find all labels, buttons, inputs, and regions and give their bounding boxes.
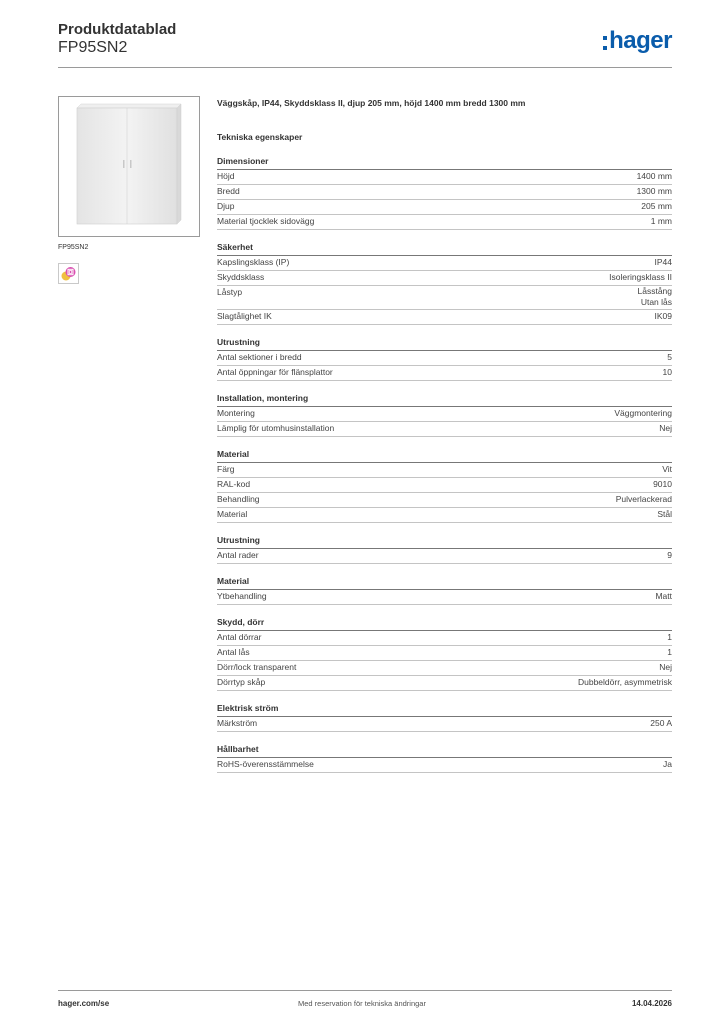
spec-label: Antal rader: [217, 549, 259, 560]
spec-label: Märkström: [217, 717, 258, 728]
spec-label: Slagtålighet IK: [217, 310, 272, 321]
spec-group-title: Material: [217, 447, 672, 463]
spec-label: Skyddsklass: [217, 272, 265, 282]
spec-row: [217, 215, 672, 230]
spec-value: 1300 mm: [636, 186, 672, 196]
spec-group: [217, 533, 672, 564]
spec-value: IK09: [654, 310, 672, 321]
spec-value: [638, 286, 673, 308]
spec-row: [217, 170, 672, 185]
spec-row: [217, 286, 672, 310]
cabinet-icon: [69, 102, 189, 232]
product-code: FP95SN2: [58, 39, 128, 56]
spec-label: Antal dörrar: [217, 631, 262, 642]
footer-website-link[interactable]: hager.com/se: [58, 999, 110, 1008]
spec-label: Antal öppningar för flänsplattor: [217, 366, 333, 377]
hager-logo[interactable]: [603, 26, 672, 56]
spec-group: [217, 240, 672, 325]
spec-row: [217, 717, 672, 732]
spec-group: [217, 154, 672, 230]
spec-row: [217, 661, 672, 676]
spec-value: Väggmontering: [614, 407, 672, 418]
spec-row: [217, 351, 672, 366]
logo-text: hager: [609, 27, 672, 54]
spec-groups: [217, 154, 672, 773]
product-description: Väggskåp, IP44, Skyddsklass II, djup 205 mm, höjd 1400 mm bredd 1300 mm: [217, 98, 526, 108]
spec-group-title: Dimensioner: [217, 154, 672, 170]
spec-value: Vit: [662, 463, 672, 474]
footer-divider: [58, 990, 672, 991]
logo-colon-icon: [603, 36, 607, 50]
spec-value: 9: [667, 549, 672, 560]
spec-row: [217, 366, 672, 381]
spec-value: Nej: [659, 422, 672, 433]
spec-label: RoHS-överensstämmelse: [217, 758, 314, 769]
spec-group-title: Skydd, dörr: [217, 615, 672, 631]
spec-group: [217, 701, 672, 732]
spec-row: [217, 493, 672, 508]
spec-label: Djup: [217, 201, 235, 211]
spec-row: [217, 422, 672, 437]
spec-row: [217, 271, 672, 286]
spec-group-title: Material: [217, 574, 672, 590]
spec-row: [217, 646, 672, 661]
spec-row: [217, 758, 672, 773]
spec-value: 1: [667, 646, 672, 657]
product-image: [58, 96, 200, 237]
spec-row: [217, 463, 672, 478]
spec-value-line: Låsstång: [637, 286, 672, 296]
footer-date: 14.04.2026: [631, 999, 672, 1008]
spec-value: 5: [667, 351, 672, 362]
spec-row: [217, 549, 672, 564]
spec-row: [217, 407, 672, 422]
spec-group-title: Elektrisk ström: [217, 701, 672, 717]
spec-value: Matt: [655, 590, 672, 601]
spec-group: [217, 615, 672, 691]
spec-group: [217, 742, 672, 773]
spec-value: 205 mm: [641, 201, 672, 211]
spec-value: 250 A: [650, 717, 672, 728]
spec-row: [217, 310, 672, 325]
spec-label: Lämplig för utomhusinstallation: [217, 422, 335, 433]
spec-label: Låstyp: [217, 287, 243, 297]
image-caption: FP95SN2: [58, 244, 89, 251]
spec-row: [217, 256, 672, 271]
spec-row: [217, 631, 672, 646]
spec-group-title: Installation, montering: [217, 391, 672, 407]
spec-value: Isoleringsklass II: [609, 272, 672, 282]
spec-group-title: Utrustning: [217, 335, 672, 351]
spec-row: [217, 508, 672, 523]
spec-group: [217, 574, 672, 605]
tech-specs-heading: Tekniska egenskaper: [217, 132, 303, 142]
spec-label: Bredd: [217, 186, 240, 196]
spec-label: Höjd: [217, 171, 235, 181]
spec-label: Färg: [217, 463, 235, 474]
spec-content: [217, 96, 672, 773]
spec-label: Antal lås: [217, 646, 250, 657]
spec-group-title: Säkerhet: [217, 240, 672, 256]
header-divider: [58, 67, 672, 68]
spec-label: Dörrtyp skåp: [217, 676, 266, 687]
spec-value: 9010: [653, 478, 672, 489]
spec-group: [217, 391, 672, 437]
spec-value: 10: [662, 366, 672, 377]
spec-label: Montering: [217, 407, 255, 418]
spec-value: Stål: [657, 508, 672, 519]
spec-label: Dörr/lock transparent: [217, 661, 297, 672]
header: [58, 20, 176, 57]
protection-class-icon: [60, 265, 77, 282]
spec-value: Dubbeldörr, asymmetrisk: [577, 676, 672, 687]
spec-group-title: Utrustning: [217, 533, 672, 549]
footer-disclaimer: Med reservation för tekniska ändringar: [298, 999, 426, 1008]
protection-class-badge: [58, 263, 79, 284]
spec-label: Kapslingsklass (IP): [217, 257, 290, 267]
spec-label: Antal sektioner i bredd: [217, 351, 302, 362]
spec-value: IP44: [654, 257, 672, 267]
spec-value: Pulverlackerad: [615, 493, 672, 504]
spec-label: Material: [217, 508, 248, 519]
spec-value: 1 mm: [650, 216, 672, 226]
spec-row: [217, 676, 672, 691]
spec-group: [217, 447, 672, 523]
spec-group: [217, 335, 672, 381]
spec-label: Behandling: [217, 493, 260, 504]
spec-value: 1400 mm: [636, 171, 672, 181]
spec-label: Ytbehandling: [217, 590, 267, 601]
spec-value: Nej: [659, 661, 672, 672]
spec-value-line: Utan lås: [640, 297, 672, 307]
spec-row: [217, 478, 672, 493]
spec-row: [217, 200, 672, 215]
spec-label: Material tjocklek sidovägg: [217, 216, 315, 226]
spec-row: [217, 185, 672, 200]
spec-value: 1: [667, 631, 672, 642]
doc-title: Produktdatablad: [58, 21, 177, 38]
spec-label: RAL-kod: [217, 478, 251, 489]
spec-group-title: Hållbarhet: [217, 742, 672, 758]
spec-value: Ja: [663, 758, 672, 769]
spec-row: [217, 590, 672, 605]
